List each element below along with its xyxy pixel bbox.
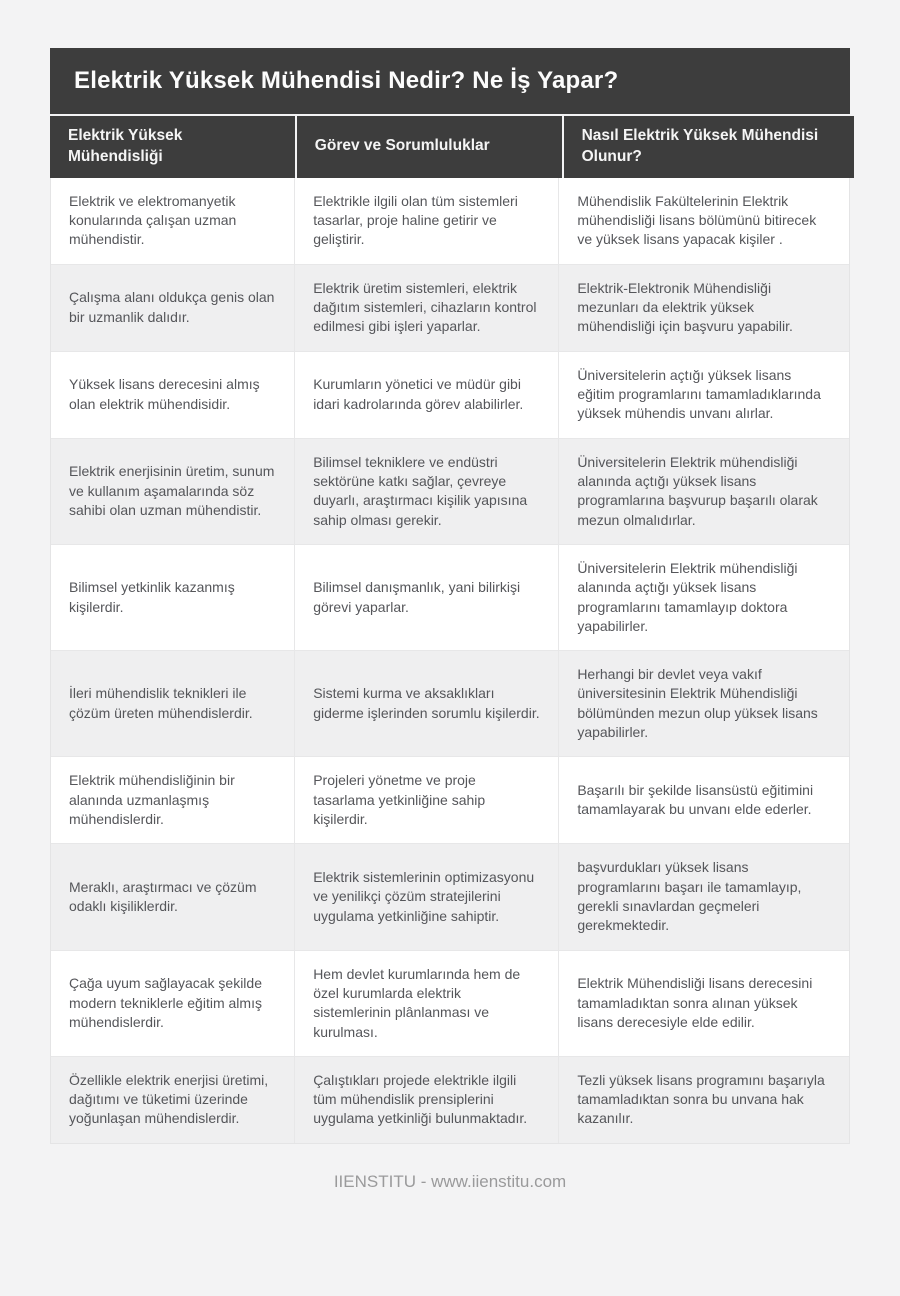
table-row	[51, 438, 849, 544]
table-cell: Elektrik ve elektromanyetik konularında çalışan uzman mühendistir.	[51, 178, 295, 264]
table-cell: Meraklı, araştırmacı ve çözüm odaklı kişiliklerdir.	[51, 843, 295, 949]
table-row	[51, 843, 849, 949]
table-cell: Bilimsel danışmanlık, yani bilirkişi görevi yaparlar.	[295, 544, 559, 650]
table-row	[51, 650, 849, 756]
table-row	[51, 544, 849, 650]
table-cell: Özellikle elektrik enerjisi üretimi, dağıtımı ve tüketimi üzerinde yoğunlaşan mühendislerdir.	[51, 1056, 295, 1143]
table-cell: Üniversitelerin Elektrik mühendisliği alanında açtığı yüksek lisans programlarına başvurup başarılı olarak mezun olmalıdırlar.	[559, 438, 849, 544]
table-cell: Elektrik enerjisinin üretim, sunum ve kullanım aşamalarında söz sahibi olan uzman mühendistir.	[51, 438, 295, 544]
table-cell: Herhangi bir devlet veya vakıf üniversitesinin Elektrik Mühendisliği bölümünden mezun olup yüksek lisans yapabilirler.	[559, 650, 849, 756]
table-row	[51, 756, 849, 843]
table-cell: Çağa uyum sağlayacak şekilde modern tekniklerle eğitim almış mühendislerdir.	[51, 950, 295, 1056]
table-cell: Sistemi kurma ve aksaklıkları giderme işlerinden sorumlu kişilerdir.	[295, 650, 559, 756]
table-cell: Başarılı bir şekilde lisansüstü eğitimini tamamlayarak bu unvanı elde ederler.	[559, 756, 849, 843]
table-row	[51, 1056, 849, 1143]
table-row	[51, 178, 849, 264]
table-cell: Elektrik üretim sistemleri, elektrik dağıtım sistemleri, cihazların kontrol edilmesi gibi işleri yaparlar.	[295, 264, 559, 351]
table-header-row	[50, 116, 850, 178]
table	[50, 178, 850, 1144]
table-row	[51, 950, 849, 1056]
table-cell: İleri mühendislik teknikleri ile çözüm üreten mühendislerdir.	[51, 650, 295, 756]
table-cell: Çalıştıkları projede elektrikle ilgili tüm mühendislik prensiplerini uygulama yetkinliği bulunmaktadır.	[295, 1056, 559, 1143]
column-header: Nasıl Elektrik Yüksek Mühendisi Olunur?	[564, 116, 854, 178]
table-cell: Elektrik Mühendisliği lisans derecesini tamamladıktan sonra alınan yüksek lisans derecesiyle elde edilir.	[559, 950, 849, 1056]
column-header: Elektrik Yüksek Mühendisliği	[50, 116, 295, 178]
table-cell: Üniversitelerin açtığı yüksek lisans eğitim programlarını tamamladıklarında yüksek mühendis unvanı alırlar.	[559, 351, 849, 438]
table-cell: Yüksek lisans derecesini almış olan elektrik mühendisidir.	[51, 351, 295, 438]
table-row	[51, 351, 849, 438]
table-cell: Üniversitelerin Elektrik mühendisliği alanında açtığı yüksek lisans programlarını tamamlayıp doktora yapabilirler.	[559, 544, 849, 650]
column-header: Görev ve Sorumluluklar	[297, 116, 562, 178]
table-cell: Kurumların yönetici ve müdür gibi idari kadrolarında görev alabilirler.	[295, 351, 559, 438]
table-cell: Elektrik sistemlerinin optimizasyonu ve yenilikçi çözüm stratejilerini uygulama yetkinliğine sahiptir.	[295, 843, 559, 949]
table-cell: başvurdukları yüksek lisans programlarını başarı ile tamamlayıp, gerekli sınavlardan geçmeleri gerekmektedir.	[559, 843, 849, 949]
table-cell: Çalışma alanı oldukça genis olan bir uzmanlik dalıdır.	[51, 264, 295, 351]
page-container	[50, 0, 850, 1192]
table-cell: Elektrik-Elektronik Mühendisliği mezunları da elektrik yüksek mühendisliği için başvuru yapabilir.	[559, 264, 849, 351]
table-row	[51, 264, 849, 351]
footer-credit: IIENSTITU - www.iienstitu.com	[333, 1171, 567, 1191]
table-cell: Bilimsel tekniklere ve endüstri sektörüne katkı sağlar, çevreye duyarlı, araştırmacı kişilik yapısına sahip olması gerekir.	[295, 438, 559, 544]
table-cell: Elektrikle ilgili olan tüm sistemleri tasarlar, proje haline getirir ve geliştirir.	[295, 178, 559, 264]
table-cell: Mühendislik Fakültelerinin Elektrik mühendisliği lisans bölümünü bitirecek ve yüksek lisans yapacak kişiler .	[559, 178, 849, 264]
table-cell: Bilimsel yetkinlik kazanmış kişilerdir.	[51, 544, 295, 650]
table-cell: Projeleri yönetme ve proje tasarlama yetkinliğine sahip kişilerdir.	[295, 756, 559, 843]
table-cell: Hem devlet kurumlarında hem de özel kurumlarda elektrik sistemlerinin plânlanması ve kurulması.	[295, 950, 559, 1056]
table-cell: Tezli yüksek lisans programını başarıyla tamamladıktan sonra bu unvana hak kazanılır.	[559, 1056, 849, 1143]
table-cell: Elektrik mühendisliğinin bir alanında uzmanlaşmış mühendislerdir.	[51, 756, 295, 843]
page-title: Elektrik Yüksek Mühendisi Nedir? Ne İş Yapar?	[50, 48, 850, 114]
